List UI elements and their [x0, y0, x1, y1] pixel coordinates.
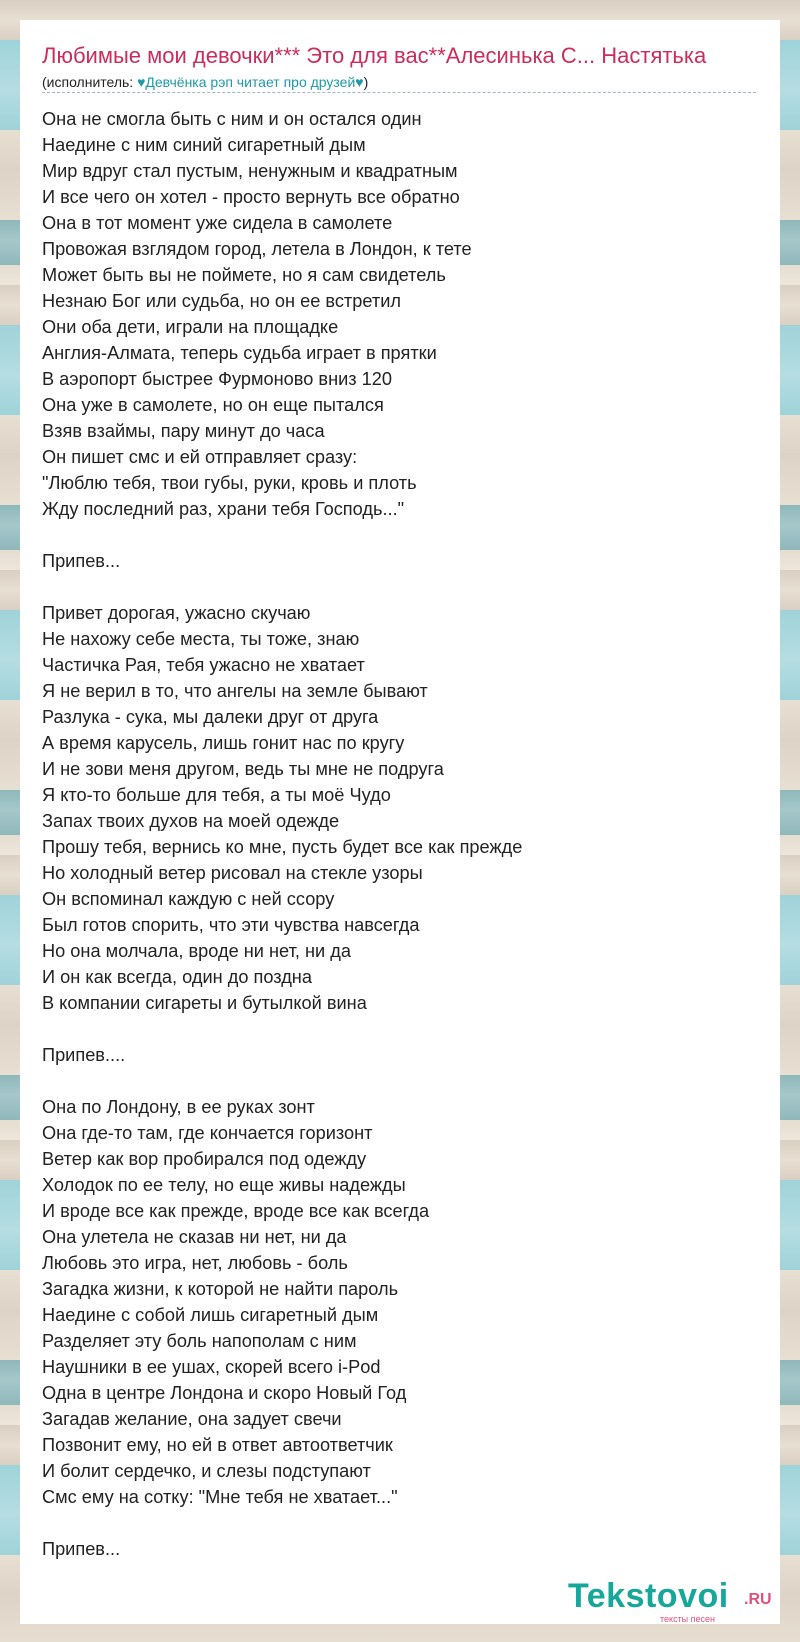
- lyrics-line: Может быть вы не поймете, но я сам свидетель: [42, 265, 446, 285]
- lyrics-line: Она улетела не сказав ни нет, ни да: [42, 1227, 347, 1247]
- lyrics-line: Я не верил в то, что ангелы на земле бывают: [42, 681, 428, 701]
- lyrics-line: Запах твоих духов на моей одежде: [42, 811, 340, 831]
- lyrics-line: Разлука - сука, мы далеки друг от друга: [42, 707, 379, 727]
- lyrics-line: В аэропорт быстрее Фурмоново вниз 120: [42, 369, 393, 389]
- lyrics-line: Не нахожу себе места, ты тоже, знаю: [42, 629, 360, 649]
- lyrics-line: Разделяет эту боль напополам с ним: [42, 1331, 357, 1351]
- lyrics-line: Жду последний раз, храни тебя Господь...": [42, 499, 405, 519]
- lyrics-line: Но она молчала, вроде ни нет, ни да: [42, 941, 351, 961]
- lyrics-line: Позвонит ему, но ей в ответ автоответчик: [42, 1435, 393, 1455]
- lyrics-line: Припев...: [42, 551, 121, 571]
- artist-line: [42, 74, 756, 93]
- lyrics-blank-line: [42, 522, 758, 548]
- lyrics-line: Смс ему на сотку: "Мне тебя не хватает...": [42, 1487, 398, 1507]
- lyrics-line: Наедине с ним синий сигаретный дым: [42, 135, 366, 155]
- tekstovoi-logo[interactable]: [568, 1577, 772, 1624]
- lyrics-line: И все чего он хотел - просто вернуть все обратно: [42, 187, 460, 207]
- lyrics-line: Холодок по ее телу, но еще живы надежды: [42, 1175, 406, 1195]
- lyrics-line: Прошу тебя, вернись ко мне, пусть будет все как прежде: [42, 837, 523, 857]
- lyrics-line: Частичка Рая, тебя ужасно не хватает: [42, 655, 365, 675]
- lyrics-line: Она уже в самолете, но он еще пытался: [42, 395, 384, 415]
- lyrics-line: В компании сигареты и бутылкой вина: [42, 993, 367, 1013]
- lyrics-blank-line: [42, 1068, 758, 1094]
- artist-suffix: ): [363, 74, 369, 90]
- lyrics-line: Припев...: [42, 1539, 121, 1559]
- logo-tld: .RU: [744, 1591, 772, 1608]
- lyrics-line: Загадав желание, она задует свечи: [42, 1409, 342, 1429]
- lyrics-line: Она по Лондону, в ее руках зонт: [42, 1097, 315, 1117]
- lyrics-line: Но холодный ветер рисовал на стекле узоры: [42, 863, 423, 883]
- artist-prefix: (исполнитель:: [42, 74, 138, 90]
- lyrics-line: Англия-Алмата, теперь судьба играет в прятки: [42, 343, 437, 363]
- lyrics-line: И вроде все как прежде, вроде все как всегда: [42, 1201, 430, 1221]
- lyrics-line: Наушники в ее ушах, скорей всего i-Pod: [42, 1357, 381, 1377]
- lyrics-blank-line: [42, 1510, 758, 1536]
- song-title: Любимые мои девочки*** Это для вас**Алесинька С... Настятька: [42, 43, 707, 68]
- lyrics-line: И не зови меня другом, ведь ты мне не подруга: [42, 759, 444, 779]
- lyrics-line: Был готов спорить, что эти чувства навсегда: [42, 915, 420, 935]
- song-page: [20, 20, 780, 1624]
- lyrics-line: Он вспоминал каждую с ней ссору: [42, 889, 335, 909]
- lyrics-line: Любовь это игра, нет, любовь - боль: [42, 1253, 348, 1273]
- lyrics-line: Она не смогла быть с ним и он остался один: [42, 109, 422, 129]
- lyrics-line: Припев....: [42, 1045, 126, 1065]
- lyrics-line: Привет дорогая, ужасно скучаю: [42, 603, 311, 623]
- lyrics-line: И болит сердечко, и слезы подступают: [42, 1461, 371, 1481]
- lyrics-line: Мир вдруг стал пустым, ненужным и квадратным: [42, 161, 458, 181]
- lyrics-line: Незнаю Бог или судьба, но он ее встретил: [42, 291, 401, 311]
- lyrics-line: Взяв взаймы, пару минут до часа: [42, 421, 325, 441]
- logo-name: Tekstovoi: [568, 1577, 729, 1615]
- lyrics-text: [42, 106, 758, 1562]
- lyrics-blank-line: [42, 574, 758, 600]
- lyrics-line: Загадка жизни, к которой не найти пароль: [42, 1279, 399, 1299]
- lyrics-line: Он пишет смс и ей отправляет сразу:: [42, 447, 358, 467]
- lyrics-line: Она где-то там, где кончается горизонт: [42, 1123, 373, 1143]
- lyrics-line: Наедине с собой лишь сигаретный дым: [42, 1305, 379, 1325]
- lyrics-line: Провожая взглядом город, летела в Лондон, к тете: [42, 239, 472, 259]
- lyrics-line: А время карусель, лишь гонит нас по кругу: [42, 733, 405, 753]
- artist-link[interactable]: ♥Девчёнка рэп читает про друзей♥: [137, 74, 364, 90]
- lyrics-line: Я кто-то больше для тебя, а ты моё Чудо: [42, 785, 391, 805]
- lyrics-line: "Люблю тебя, твои губы, руки, кровь и плоть: [42, 473, 417, 493]
- lyrics-blank-line: [42, 1016, 758, 1042]
- lyrics-line: Она в тот момент уже сидела в самолете: [42, 213, 393, 233]
- lyrics-line: И он как всегда, один до поздна: [42, 967, 312, 987]
- lyrics-line: Одна в центре Лондона и скоро Новый Год: [42, 1383, 407, 1403]
- logo-tagline: тексты песен: [660, 1614, 716, 1624]
- lyrics-line: Ветер как вор пробирался под одежду: [42, 1149, 367, 1169]
- lyrics-line: Они оба дети, играли на площадке: [42, 317, 339, 337]
